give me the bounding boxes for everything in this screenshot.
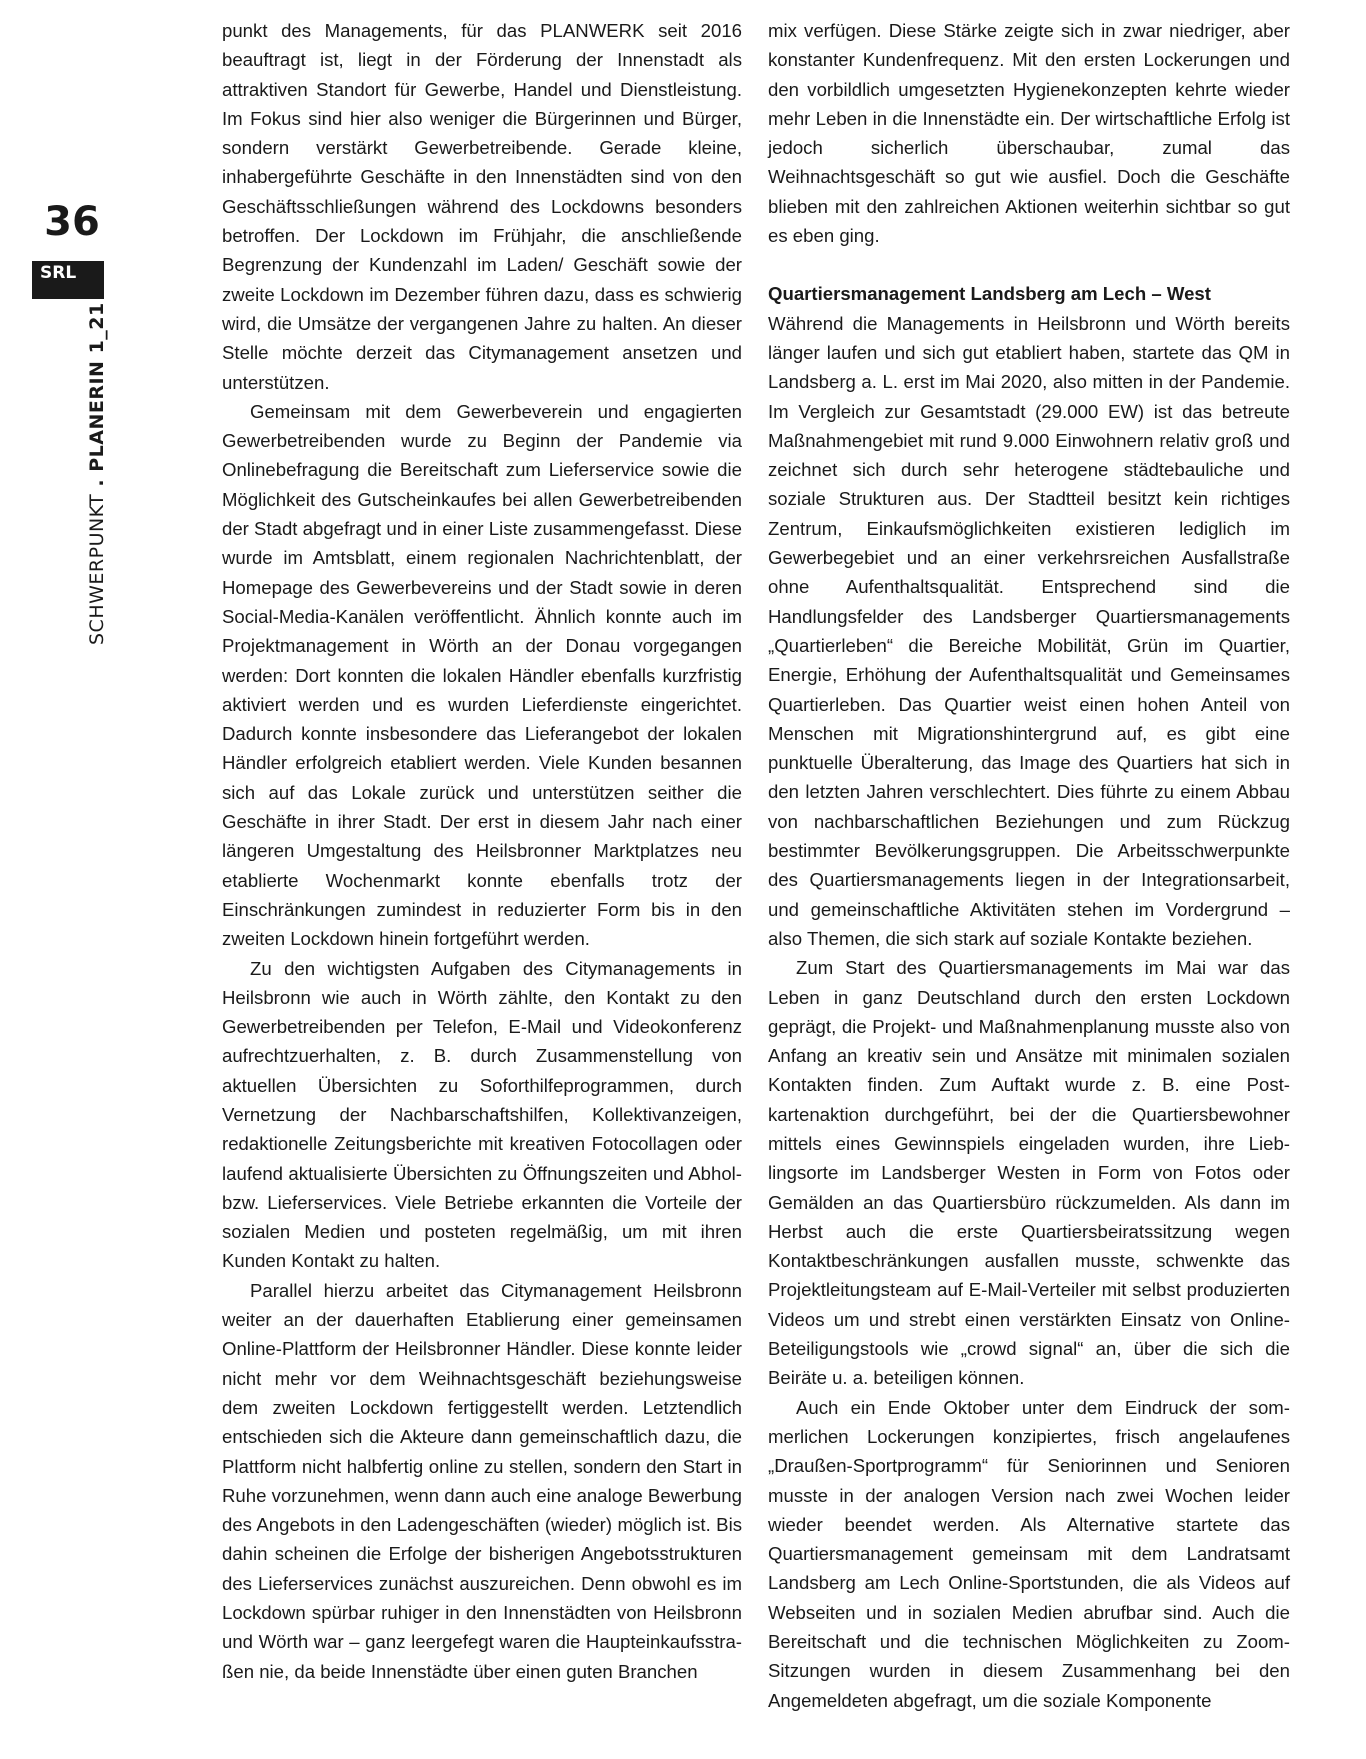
section-spacer: [768, 250, 1290, 279]
paragraph: Zum Start des Quartiersmanagements im Mai war das Leben in ganz Deutschland durch den ersten Lockdown geprägt, die Projekt- und Maßnahmenplanung musste also von Anfang an kreativ sein und Ansätze mit minimalen sozialen Kontakten finden. Zum Auftakt wurde z. B. eine Postkartenaktion durchgeführt, bei der die Quartiersbewohner mittels eines Gewinnspiels eingeladen wurden, ihre Lieblingsorte im Landsberger Westen in Form von Fotos oder Gemälden an das Quartiersbüro rückzumelden. Als dann im Herbst auch die erste Quartiersbeiratssitzung wegen Kontaktbeschränkungen ausfallen musste, schwenkte das Projektleitungsteam auf E-Mail-Verteiler mit selbst produzierten Videos um und strebt einen verstärkten Einsatz von Online-Beteiligungstools wie „crowd signal“ an, über die sich die Beiräte u. a. beteiligen können.: [768, 957, 1290, 1389]
section-label: SCHWERPUNKT: [86, 493, 108, 645]
paragraph: Zu den wichtigsten Aufgaben des Citymanagements in Heilsbronn wie auch in Wörth zählte, den Kontakt zu den Gewerbetreibenden per Telefon, E-Mail und Videokonferenz aufrechtzuerhalten, z. B. durch Zusammenstellung von aktuellen Übersichten zu Soforthilfeprogrammen, durch Vernetzung der Nachbarschaftshilfen, Kollektivanzeigen, redaktionelle Zeitungsberichte mit kreativen Fotocollagen oder laufend aktualisierte Übersichten zu Öffnungszeiten und Abhol- bzw. Lieferservices. Viele Betriebe erkannten die Vorteile der sozialen Medien und posteten regelmäßig, um mit ihren Kunden Kontakt zu halten.: [222, 957, 742, 1272]
paragraph: Auch ein Ende Oktober unter dem Eindruck der sommerlichen Lockerungen konzipiertes, frisch angelaufenes „Draußen-Sportprogramm“ für Seniorinnen und Senioren musste in der analogen Version nach zwei Wochen leider wieder beendet werden. Als Alternative startete das Quartiersmanagement gemeinsam mit dem Landratsamt Landsberg am Lech Online-Sportstunden, die als Videos auf Webseiten und in sozialen Medien abrufbar sind. Auch die Bereitschaft und die technischen Möglichkeiten zu Zoom-Sitzungen wurden in diesem Zusammenhang bei den Angemeldeten abgefragt, um die soziale Komponente: [768, 1396, 1290, 1711]
right-column: [768, 16, 1290, 1715]
paragraph: mix verfügen. Diese Stärke zeigte sich in zwar niedriger, aber konstanter Kundenfrequenz. Mit den ersten Lockerungen und den vorbildlich umgesetzten Hygienekonzepten kehrte wieder mehr Leben in die Innenstädte ein. Der wirtschaftliche Erfolg ist jedoch sicherlich überschaubar, zumal das Weihnachtsgeschäft so gut wie ausfiel. Doch die Geschäfte blieben mit den zahlreichen Aktionen weiterhin sichtbar so gut es eben ging.: [768, 20, 1290, 247]
srl-badge: SRL: [32, 261, 104, 299]
left-column: [222, 16, 742, 1686]
issue-label: PLANERIN 1_21: [86, 302, 108, 472]
page-number: 36: [44, 199, 100, 245]
paragraph: punkt des Managements, für das PLANWERK seit 2016 beauftragt ist, liegt in der Förderung der Innenstadt als attraktiven Standort für Gewerbe, Handel und Dienstleistung. Im Fokus sind hier also weniger die Bürgerinnen und Bürger, sondern verstärkt Gewerbetreibende. Gerade kleine, inhabergeführte Geschäfte in den Innenstädten sind von den Geschäftsschließungen während des Lockdowns besonders betroffen. Der Lockdown im Frühjahr, die anschließende Begrenzung der Kundenzahl im Laden/ Geschäft sowie der zweite Lockdown im Dezember führen dazu, dass es schwierig wird, die Umsätze der vergangenen Jahre zu halten. An dieser Stelle möchte derzeit das Citymanagement ansetzen und unterstützen.: [222, 20, 742, 393]
section-heading: Quartiersmanagement Landsberg am Lech – West: [768, 283, 1211, 305]
paragraph: Parallel hierzu arbeitet das Citymanagement Heilsbronn weiter an der dauerhaften Etablierung einer gemeinsamen Online-Plattform der Heilsbronner Händler. Diese konnte leider nicht mehr vor dem Weihnachtsgeschäft beziehungsweise dem zweiten Lockdown fertiggestellt werden. Letztendlich entschieden sich die Akteure dann gemeinschaftlich dazu, die Plattform nicht halbfertig online zu stellen, sondern den Start in Ruhe vorzunehmen, wenn dann auch eine analoge Bewerbung des Angebots in den Ladengeschäften (wieder) möglich ist. Bis dahin scheinen die Erfolge der bisherigen Angebotsstrukturen des Lieferservices zunächst auszureichen. Denn obwohl es im Lockdown spürbar ruhiger in den Innenstädten von Heilsbronn und Wörth war – ganz leergefegt waren die Haupteinkaufsstraßen nie, da beide Innenstädte über einen guten Branchen: [222, 1279, 742, 1682]
paragraph: Während die Managements in Heilsbronn und Wörth bereits länger laufen und sich gut etabliert haben, startete das QM in Landsberg a. L. erst im Mai 2020, also mitten in der Pandemie. Im Vergleich zur Gesamtstadt (29.000 EW) ist das betreute Maßnahmengebiet mit rund 9.000 Einwohnern relativ groß und zeichnet sich durch sehr heterogene städtebauliche und soziale Strukturen aus. Der Stadtteil besitzt kein richtiges Zentrum, Einkaufsmöglichkeiten existieren lediglich im Gewerbegebiet und an einer verkehrsreichen Ausfallstraße ohne Aufenthaltsqualität. Entsprechend sind die Handlungsfelder des Landsberger Quartiersmanagements „Quartierleben“ die Bereiche Mobilität, Grün im Quartier, Energie, Erhöhung der Aufenthaltsqualität und Gemeinsames Quartierleben. Das Quartier weist einen hohen Anteil von Menschen mit Migrationshintergrund auf, es gibt eine punktuelle Überalterung, das Image des Quartiers hat sich in den letzten Jahren verschlechtert. Dies führte zu einem Abbau von nachbarschaftlichen Beziehungen und zum Rückzug bestimmter Bevölkerungsgruppen. Die Arbeitsschwerpunkte des Quartiersmanagements liegen in der Integrationsarbeit, und gemeinschaftliche Aktivitäten stehen im Vordergrund – also Themen, die sich stark auf soziale Kontakte beziehen.: [768, 312, 1290, 949]
title-separator: .: [86, 471, 108, 494]
running-title: [86, 302, 108, 645]
paragraph: Gemeinsam mit dem Gewerbeverein und engagierten Gewerbetreibenden wurde zu Beginn der Pandemie via Onlinebefragung die Bereitschaft zum Lieferservice sowie die Möglichkeit des Gutscheinkaufes bei allen Gewerbetreibenden der Stadt abgefragt und in einer Liste zusammengefasst. Diese wurde im Amtsblatt, einem regionalen Nachrichtenblatt, der Homepage des Gewerbevereins und der Stadt sowie in deren Social-Media-Kanälen veröffentlicht. Ähnlich konnte auch im Projektmanagement in Wörth an der Donau vorgegangen werden: Dort konnten die lokalen Händler ebenfalls kurzfristig aktiviert werden und es wurden Lieferdienste eingerichtet. Dadurch konnte insbesondere das Lieferangebot der lokalen Händler erfolgreich etabliert werden. Viele Kunden besannen sich auf das Lokale zurück und unterstützen seither die Geschäfte in ihrer Stadt. Der erst in diesem Jahr nach einer längeren Umgestaltung des Heilsbronner Marktplatzes neu etablierte Wochenmarkt konnte ebenfalls trotz der Einschränkungen zumindest in reduzierter Form bis in den zweiten Lockdown hinein fortgeführt werden.: [222, 400, 742, 950]
